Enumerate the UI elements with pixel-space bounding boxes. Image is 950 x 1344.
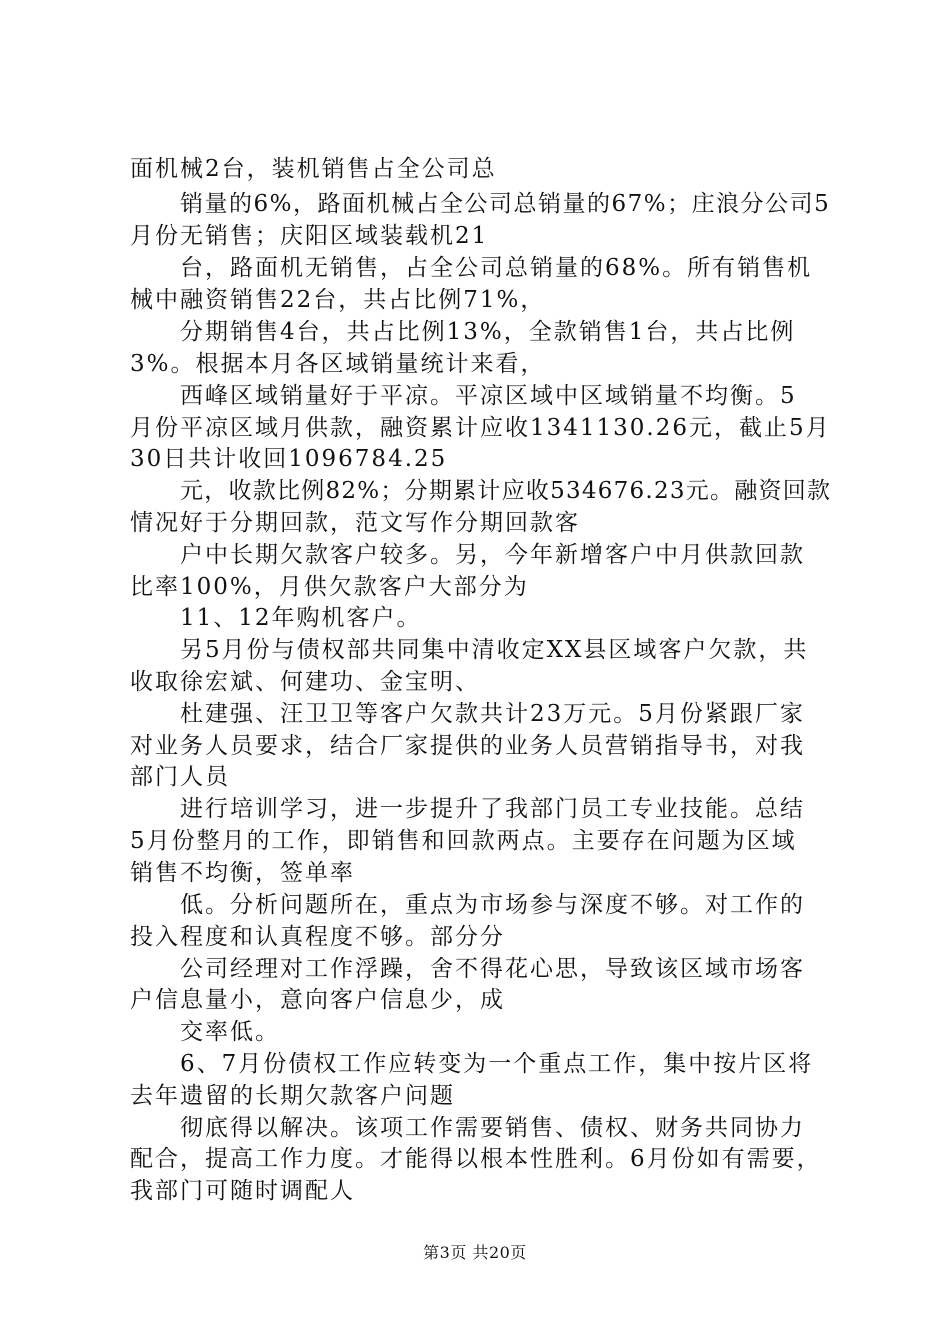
text-line: 3%。根据本月各区域销量统计来看， xyxy=(130,351,546,377)
text-line: 销量的6%，路面机械占全公司总销量的67%；庄浪分公司5 xyxy=(180,191,831,217)
text-line: 户中长期欠款客户较多。另，今年新增客户中月供款回款 xyxy=(180,542,805,568)
text-line: 月份平凉区域月供款，融资累计应收1341130.26元，截止5月 xyxy=(130,415,831,441)
text-line: 彻底得以解决。该项工作需要销售、债权、财务共同协力 xyxy=(180,1115,805,1141)
text-line: 进行培训学习，进一步提升了我部门员工专业技能。总结 xyxy=(180,796,805,822)
text-line: 西峰区域销量好于平凉。平凉区域中区域销量不均衡。5 xyxy=(180,383,797,409)
text-line: 械中融资销售22台，共占比例71%， xyxy=(130,287,546,313)
text-line: 部门人员 xyxy=(130,764,230,790)
text-line: 30日共计收回1096784.25 xyxy=(130,446,448,472)
text-line: 元，收款比例82%；分期累计应收534676.23元。融资回款 xyxy=(180,478,832,504)
text-line: 11、12年购机客户。 xyxy=(180,605,422,631)
text-line: 对业务人员要求，结合厂家提供的业务人员营销指导书，对我 xyxy=(130,733,805,759)
text-line: 收取徐宏斌、何建功、金宝明、 xyxy=(130,669,480,695)
text-line: 面机械2台，装机销售占全公司总 xyxy=(130,156,497,182)
text-line: 分期销售4台，共占比例13%，全款销售1台，共占比例 xyxy=(180,319,796,345)
text-line: 配合，提高工作力度。才能得以根本性胜利。6月份如有需要， xyxy=(130,1146,822,1172)
text-line: 台，路面机无销售，占全公司总销量的68%。所有销售机 xyxy=(180,255,813,281)
text-line: 销售不均衡，签单率 xyxy=(130,860,355,886)
text-line: 6、7月份债权工作应转变为一个重点工作，集中按片区将 xyxy=(180,1051,814,1077)
text-line: 户信息量小，意向客户信息少，成 xyxy=(130,987,505,1013)
text-line: 去年遗留的长期欠款客户问题 xyxy=(130,1083,455,1109)
text-line: 月份无销售；庆阳区域装载机21 xyxy=(130,223,489,249)
text-line: 比率100%，月供欠款客户大部分为 xyxy=(130,574,529,600)
text-line: 情况好于分期回款，范文写作分期回款客 xyxy=(130,510,580,536)
text-line: 杜建强、汪卫卫等客户欠款共计23万元。5月份紧跟厂家 xyxy=(180,701,805,727)
text-line: 公司经理对工作浮躁，舍不得花心思，导致该区域市场客 xyxy=(180,956,805,982)
text-line: 投入程度和认真程度不够。部分分 xyxy=(130,924,505,950)
page-footer: 第3页 共20页 xyxy=(423,1243,527,1262)
text-line: 5月份整月的工作，即销售和回款两点。主要存在问题为区域 xyxy=(130,828,797,854)
text-line: 我部门可随时调配人 xyxy=(130,1178,355,1204)
text-line: 低。分析问题所在，重点为市场参与深度不够。对工作的 xyxy=(180,892,805,918)
text-line: 另5月份与债权部共同集中清收定XX县区域客户欠款，共 xyxy=(180,637,809,663)
text-line: 交率低。 xyxy=(180,1019,280,1045)
